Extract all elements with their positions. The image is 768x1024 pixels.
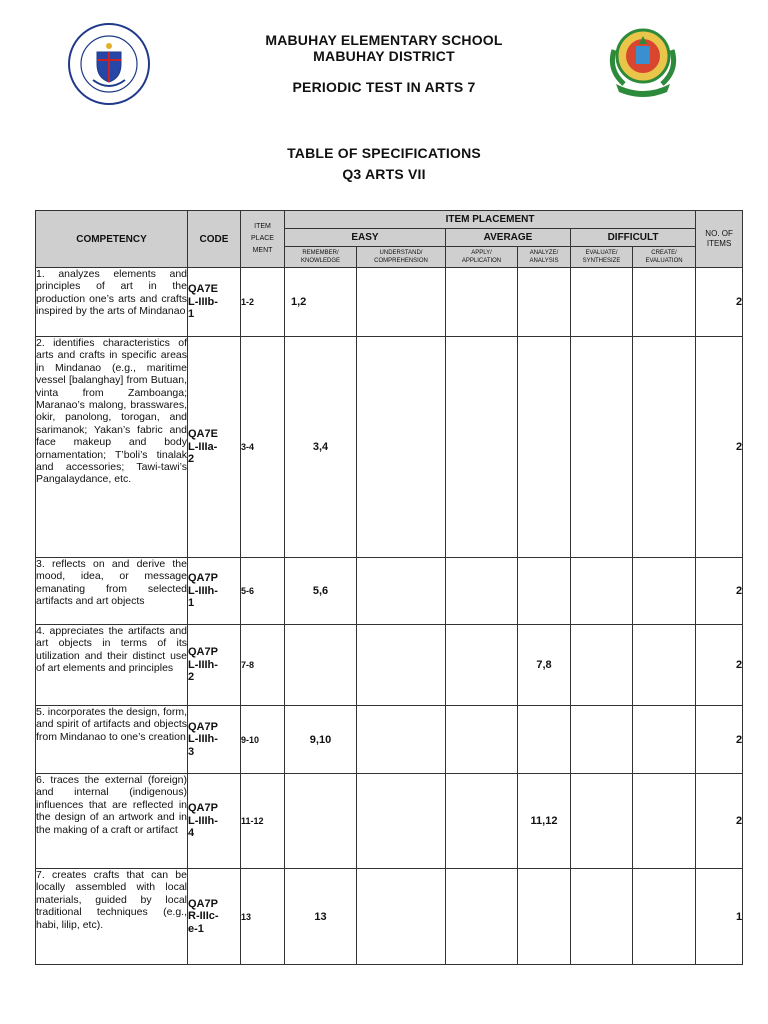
understand-cell: [357, 268, 446, 337]
difficult-header: DIFFICULT: [571, 229, 696, 247]
competency-cell: 3. reflects on and derive the mood, idea, or message emanating from selected artifacts and art objects: [36, 558, 188, 625]
evaluate-cell: [571, 706, 633, 774]
understand-cell: [357, 625, 446, 706]
create-cell: [633, 337, 696, 558]
competency-cell: 7. creates crafts that can be locally assembled with local materials, guided by local traditional techniques (e.g., habi, lilip, etc).: [36, 869, 188, 965]
code-cell: [188, 706, 241, 774]
code-line: QA7E: [188, 428, 218, 441]
sub-header: [357, 247, 446, 268]
evaluate-cell: [571, 337, 633, 558]
create-cell: [633, 774, 696, 869]
item-placement-cell: 3-4: [241, 337, 285, 558]
create-cell: [633, 625, 696, 706]
sub-header: [518, 247, 571, 268]
test-title: PERIODIC TEST IN ARTS 7: [292, 79, 476, 95]
document-subtitle: Q3 ARTS VII: [342, 166, 426, 182]
code-line: 2: [188, 671, 195, 684]
code-line: QA7P: [188, 720, 218, 733]
remember-cell: [285, 774, 357, 869]
remember-cell: 5,6: [285, 558, 357, 625]
analyze-cell: 11,12: [518, 774, 571, 869]
code-header: CODE: [188, 211, 241, 268]
code-line: L-IIIa-: [188, 440, 218, 453]
total-items-cell: 2: [696, 625, 743, 706]
table-row: [36, 337, 743, 558]
total-items-cell: 2: [696, 706, 743, 774]
competency-header: COMPETENCY: [36, 211, 188, 268]
sub-header-bottom: COMPREHENSION: [374, 258, 428, 264]
code-line: 1: [188, 308, 195, 321]
code-cell: [188, 625, 241, 706]
sub-header-top: APPLY/: [471, 250, 492, 256]
code-cell: [188, 558, 241, 625]
item-placement-cell: 13: [241, 869, 285, 965]
item-placement-cell: 11-12: [241, 774, 285, 869]
code-line: 2: [188, 453, 195, 466]
competency-cell: 5. incorporates the design, form, and spirit of artifacts and objects from Mindanao to one’s creation: [36, 706, 188, 774]
sub-header-top: UNDERSTAND/: [379, 250, 423, 256]
understand-cell: [357, 337, 446, 558]
analyze-cell: 7,8: [518, 625, 571, 706]
create-cell: [633, 706, 696, 774]
apply-cell: [446, 625, 518, 706]
item-placement-header: ITEM PLACEMENT: [285, 211, 696, 229]
code-line: QA7E: [188, 283, 218, 296]
code-line: L-IIIh-: [188, 733, 218, 746]
apply-cell: [446, 706, 518, 774]
analyze-cell: [518, 268, 571, 337]
apply-cell: [446, 558, 518, 625]
create-cell: [633, 558, 696, 625]
sub-header-top: REMEMBER/: [302, 250, 339, 256]
code-line: L-IIIh-: [188, 814, 218, 827]
district-name: MABUHAY DISTRICT: [313, 48, 455, 64]
code-line: QA7P: [188, 646, 218, 659]
competency-cell: 2. identifies characteristics of arts and crafts in specific areas in Mindanao (e.g., maritime vessel [balanghay] from Butuan, vinta from Zamboanga; Maranao’s malong, brasswares, okir, panolong, torogan, and sarimanok; Yakan’s fabric and face makeup and body ornamentation; T’boli’s tinalak and accessories; Tawi-tawi’s Pangalaydance, etc.: [36, 337, 188, 558]
code-line: 1: [188, 597, 195, 610]
apply-cell: [446, 337, 518, 558]
item-placement-col-header: [241, 211, 285, 268]
sub-header-bottom: EVALUATION: [645, 258, 683, 264]
analyze-cell: [518, 869, 571, 965]
competency-cell: 6. traces the external (foreign) and internal (indigenous) influences that are reflected in the design of an artwork and in the making of a craft or artifact: [36, 774, 188, 869]
code-cell: [188, 869, 241, 965]
table-row: [36, 869, 743, 965]
total-items-cell: 2: [696, 268, 743, 337]
table-row: [36, 268, 743, 337]
table-row: [36, 558, 743, 625]
remember-cell: 3,4: [285, 337, 357, 558]
evaluate-cell: [571, 558, 633, 625]
analyze-cell: [518, 558, 571, 625]
total-items-cell: 2: [696, 337, 743, 558]
code-line: L-IIIh-: [188, 584, 218, 597]
table-row: [36, 706, 743, 774]
understand-cell: [357, 869, 446, 965]
code-line: QA7P: [188, 802, 218, 815]
table-row: [36, 625, 743, 706]
competency-cell: 4. appreciates the artifacts and art objects in terms of its utilization and their distinct use of art elements and principles: [36, 625, 188, 706]
evaluate-cell: [571, 869, 633, 965]
item-placement-cell: 5-6: [241, 558, 285, 625]
apply-cell: [446, 774, 518, 869]
sub-header-bottom: SYNTHESIZE: [582, 258, 621, 264]
item-placement-cell: 9-10: [241, 706, 285, 774]
item-header-line1: ITEM: [254, 223, 271, 230]
code-line: 4: [188, 827, 195, 840]
evaluate-cell: [571, 774, 633, 869]
sub-header-bottom: APPLICATION: [461, 258, 502, 264]
average-header: AVERAGE: [446, 229, 571, 247]
create-cell: [633, 268, 696, 337]
item-header-line2: PLACE: [251, 235, 274, 242]
evaluate-cell: [571, 625, 633, 706]
sub-header-bottom: ANALYSIS: [529, 258, 559, 264]
sub-header: [285, 247, 357, 268]
sub-header-top: EVALUATE/: [585, 250, 618, 256]
code-line: L-IIIh-: [188, 658, 218, 671]
item-header-line3: MENT: [252, 247, 273, 254]
item-placement-cell: 1-2: [241, 268, 285, 337]
analyze-cell: [518, 706, 571, 774]
code-line: e-1: [188, 922, 204, 935]
no-items-line1: NO. OF: [705, 229, 733, 238]
code-line: QA7P: [188, 572, 218, 585]
code-cell: [188, 774, 241, 869]
sub-header: [446, 247, 518, 268]
understand-cell: [357, 558, 446, 625]
competency-cell: 1. analyzes elements and principles of art in the production one’s arts and crafts inspired by the arts of Mindanao: [36, 268, 188, 337]
evaluate-cell: [571, 268, 633, 337]
sub-header-top: ANALYZE/: [529, 250, 559, 256]
create-cell: [633, 869, 696, 965]
document-title: TABLE OF SPECIFICATIONS: [287, 145, 481, 161]
total-items-cell: 2: [696, 774, 743, 869]
table-row: [36, 774, 743, 869]
school-name: MABUHAY ELEMENTARY SCHOOL: [265, 32, 503, 48]
specifications-table: [35, 210, 743, 965]
easy-header: EASY: [285, 229, 446, 247]
code-cell: [188, 268, 241, 337]
total-items-cell: 1: [696, 869, 743, 965]
analyze-cell: [518, 337, 571, 558]
code-line: L-IIIb-: [188, 295, 218, 308]
remember-cell: 9,10: [285, 706, 357, 774]
remember-cell: 13: [285, 869, 357, 965]
remember-cell: [285, 625, 357, 706]
sub-header-top: CREATE/: [651, 250, 677, 256]
item-placement-cell: 7-8: [241, 625, 285, 706]
understand-cell: [357, 706, 446, 774]
no-items-line2: ITEMS: [706, 239, 732, 248]
sub-header: [633, 247, 696, 268]
no-of-items-header: [696, 211, 743, 268]
apply-cell: [446, 869, 518, 965]
total-items-cell: 2: [696, 558, 743, 625]
remember-cell: 1,2: [285, 268, 357, 337]
code-line: QA7P: [188, 897, 218, 910]
understand-cell: [357, 774, 446, 869]
apply-cell: [446, 268, 518, 337]
code-line: 3: [188, 745, 195, 758]
sub-header: [571, 247, 633, 268]
sub-header-bottom: KNOWLEDGE: [300, 258, 340, 264]
code-line: R-IIIc-: [188, 910, 219, 923]
code-cell: [188, 337, 241, 558]
